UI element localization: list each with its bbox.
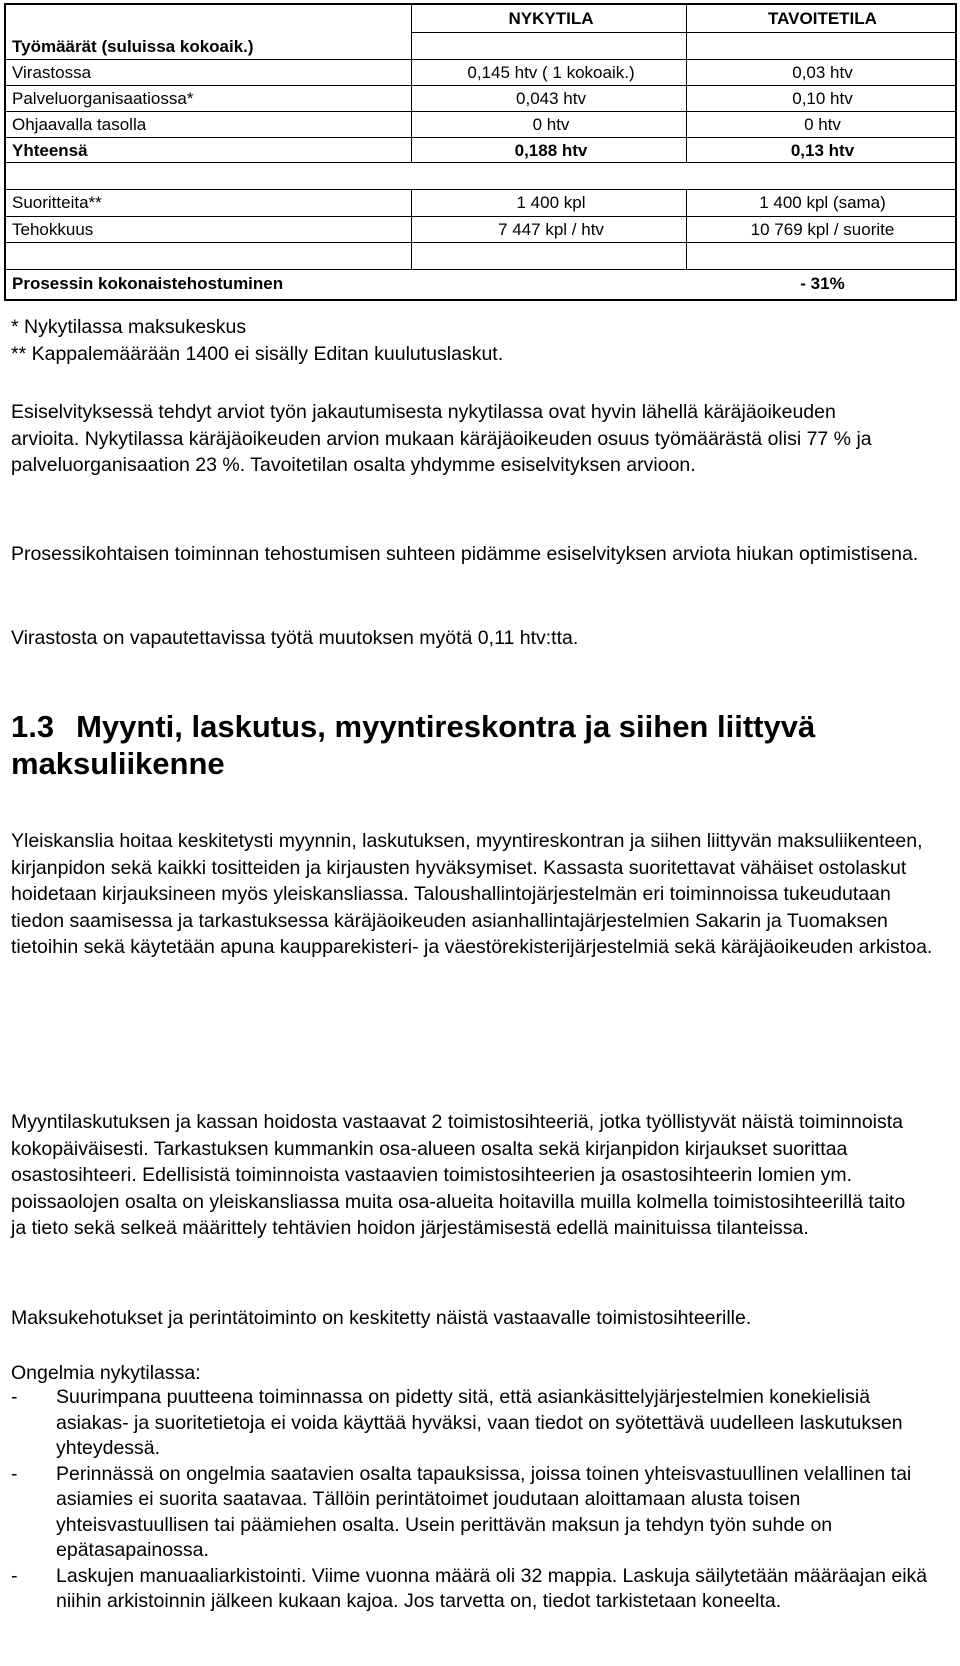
- list-item: [11, 1385, 941, 1462]
- footnote-2: ** Kappalemäärään 1400 ei sisälly Editan kuulutuslaskut.: [11, 343, 504, 365]
- workload-table: [4, 3, 957, 301]
- section-heading: [11, 708, 911, 782]
- row-tavoitetila: 0,10 htv: [792, 89, 853, 108]
- section-title: Myynti, laskutus, myyntireskontra ja siihen liittyvä maksuliikenne: [11, 709, 816, 781]
- paragraph: Virastosta on vapautettavissa työtä muutoksen myötä 0,11 htv:tta.: [11, 627, 579, 649]
- row-label: Yhteensä: [12, 141, 88, 160]
- header-nykytila: NYKYTILA: [508, 9, 594, 28]
- row-nykytila: 0,043 htv: [516, 89, 586, 108]
- row-label: Prosessin kokonaistehostuminen: [12, 274, 284, 293]
- table-row: [6, 137, 955, 164]
- row-nykytila: 0 htv: [532, 115, 570, 134]
- table-hline: [6, 242, 955, 243]
- problems-list: [11, 1385, 941, 1615]
- row-tavoitetila: 1 400 kpl (sama): [759, 193, 886, 212]
- row-label: Virastossa: [12, 63, 92, 82]
- table-row: [6, 111, 955, 138]
- row-nykytila: 0,145 htv ( 1 kokoaik.): [467, 63, 635, 82]
- paragraph: Esiselvityksessä tehdyt arviot työn jakautumisesta nykytilassa ovat hyvin lähellä käräjäoikeuden arvioita. Nykytilassa käräjäoikeuden arvion mukaan käräjäoikeuden osuus työmäärästä olisi 77 % ja palveluorganisaation 23 %. Tavoitetilan osalta yhdymme esiselvityksen arvioon.: [11, 401, 872, 476]
- list-item-text: Perinnässä on ongelmia saatavien osalta tapauksissa, joissa toinen yhteisvastuullinen velallinen tai asiamies ei suorita saatavaa. Tällöin perintätoimet joudutaan aloittamaan alusta toisen yhteisvastuullisen tai päämiehen osalta. Usein perittävän maksun ja tehdyn työn suhde on epätasapainossa.: [56, 1462, 912, 1561]
- row-tavoitetila: 0,13 htv: [790, 141, 855, 160]
- table-hline: [6, 162, 955, 163]
- bullet-dash: -: [11, 1386, 18, 1408]
- row-nykytila: 7 447 kpl / htv: [498, 220, 604, 239]
- table-row: [6, 216, 955, 243]
- row-label: Suoritteita**: [12, 193, 102, 212]
- row-tavoitetila: 0,03 htv: [792, 63, 853, 82]
- problems-heading: Ongelmia nykytilassa:: [11, 1362, 201, 1384]
- row-label: Palveluorganisaatiossa*: [12, 89, 194, 108]
- table-row: [6, 270, 955, 297]
- row-label: Tehokkuus: [12, 220, 94, 239]
- row-nykytila: 1 400 kpl: [516, 193, 586, 212]
- table-row: [6, 189, 955, 216]
- section-number: 1.3: [11, 709, 55, 744]
- list-item: [11, 1564, 941, 1615]
- bullet-dash: -: [11, 1564, 18, 1587]
- header-tavoitetila: TAVOITETILA: [768, 9, 877, 28]
- row-label: Ohjaavalla tasolla: [12, 115, 147, 134]
- row-label: Työmäärät (suluissa kokoaik.): [12, 37, 254, 56]
- table-row: [6, 33, 955, 60]
- row-tavoitetila: - 31%: [800, 274, 845, 293]
- row-tavoitetila: 0 htv: [804, 115, 841, 134]
- table-row: [6, 85, 955, 112]
- paragraph: Yleiskanslia hoitaa keskitetysti myynnin, laskutuksen, myyntireskontran ja siihen liittyvän maksuliikenteen, kirjanpidon sekä kaikki tositteiden ja kirjausten hyväksymiset. Kassasta suoritettavat vähäiset ostolaskut hoidetaan kirjauksineen myös yleiskansliassa. Taloushallintojärjestelmän eri toiminnoissa tukeudutaan tiedon saamisessa ja tarkastuksessa käräjäoikeuden asianhallintajärjestelmien Sakarin ja Tuomaksen tietoihin sekä käytetään apuna kaupparekisteri- ja väestörekisterijärjestelmiä sekä käräjäoikeuden arkistoa.: [11, 830, 933, 958]
- row-nykytila: 0,188 htv: [514, 141, 588, 160]
- paragraph: Prosessikohtaisen toiminnan tehostumisen suhteen pidämme esiselvityksen arviota hiukan optimistisena.: [11, 543, 919, 565]
- table-row: [6, 59, 955, 86]
- table-header-row: [6, 5, 955, 32]
- paragraph: Myyntilaskutuksen ja kassan hoidosta vastaavat 2 toimistosihteeriä, jotka työllistyvät näistä toiminnoista kokopäiväisesti. Tarkastuksen kummankin osa-alueen osalta sekä kirjanpidon kirjaukset suorittaa osastosihteeri. Edellisistä toiminnoista vastaavien toimistosihteerien ja osastosihteerin lomien ym. poissaolojen osalta on yleiskansliassa muita osa-alueita hoitavilla muilla kolmella toimistosihteerillä taito ja tieto sekä selkeä määrittely tehtävien hoidon järjestämisestä edellä mainituissa tilanteissa.: [11, 1111, 906, 1239]
- paragraph: Maksukehotukset ja perintätoiminto on keskitetty näistä vastaavalle toimistosihteerille.: [11, 1307, 752, 1329]
- list-item: [11, 1462, 941, 1564]
- bullet-dash: -: [11, 1462, 18, 1485]
- row-tavoitetila: 10 769 kpl / suorite: [750, 220, 895, 239]
- list-item-text: Laskujen manuaaliarkistointi. Viime vuonna määrä oli 32 mappia. Laskuja säilytetään määräajan eikä niihin arkistoinnin jälkeen kukaan kajoa. Jos tarvetta on, tiedot tarkistetaan koneelta.: [56, 1564, 928, 1612]
- list-item-text: Suurimpana puutteena toiminnassa on pidetty sitä, että asiankäsittelyjärjestelmien konekielisiä asiakas- ja suoritetietoja ei voida käyttää hyväksi, vaan tiedot on syötettävä uudelleen laskutuksen yhteydessä.: [56, 1386, 903, 1459]
- footnote-1: * Nykytilassa maksukeskus: [11, 316, 247, 338]
